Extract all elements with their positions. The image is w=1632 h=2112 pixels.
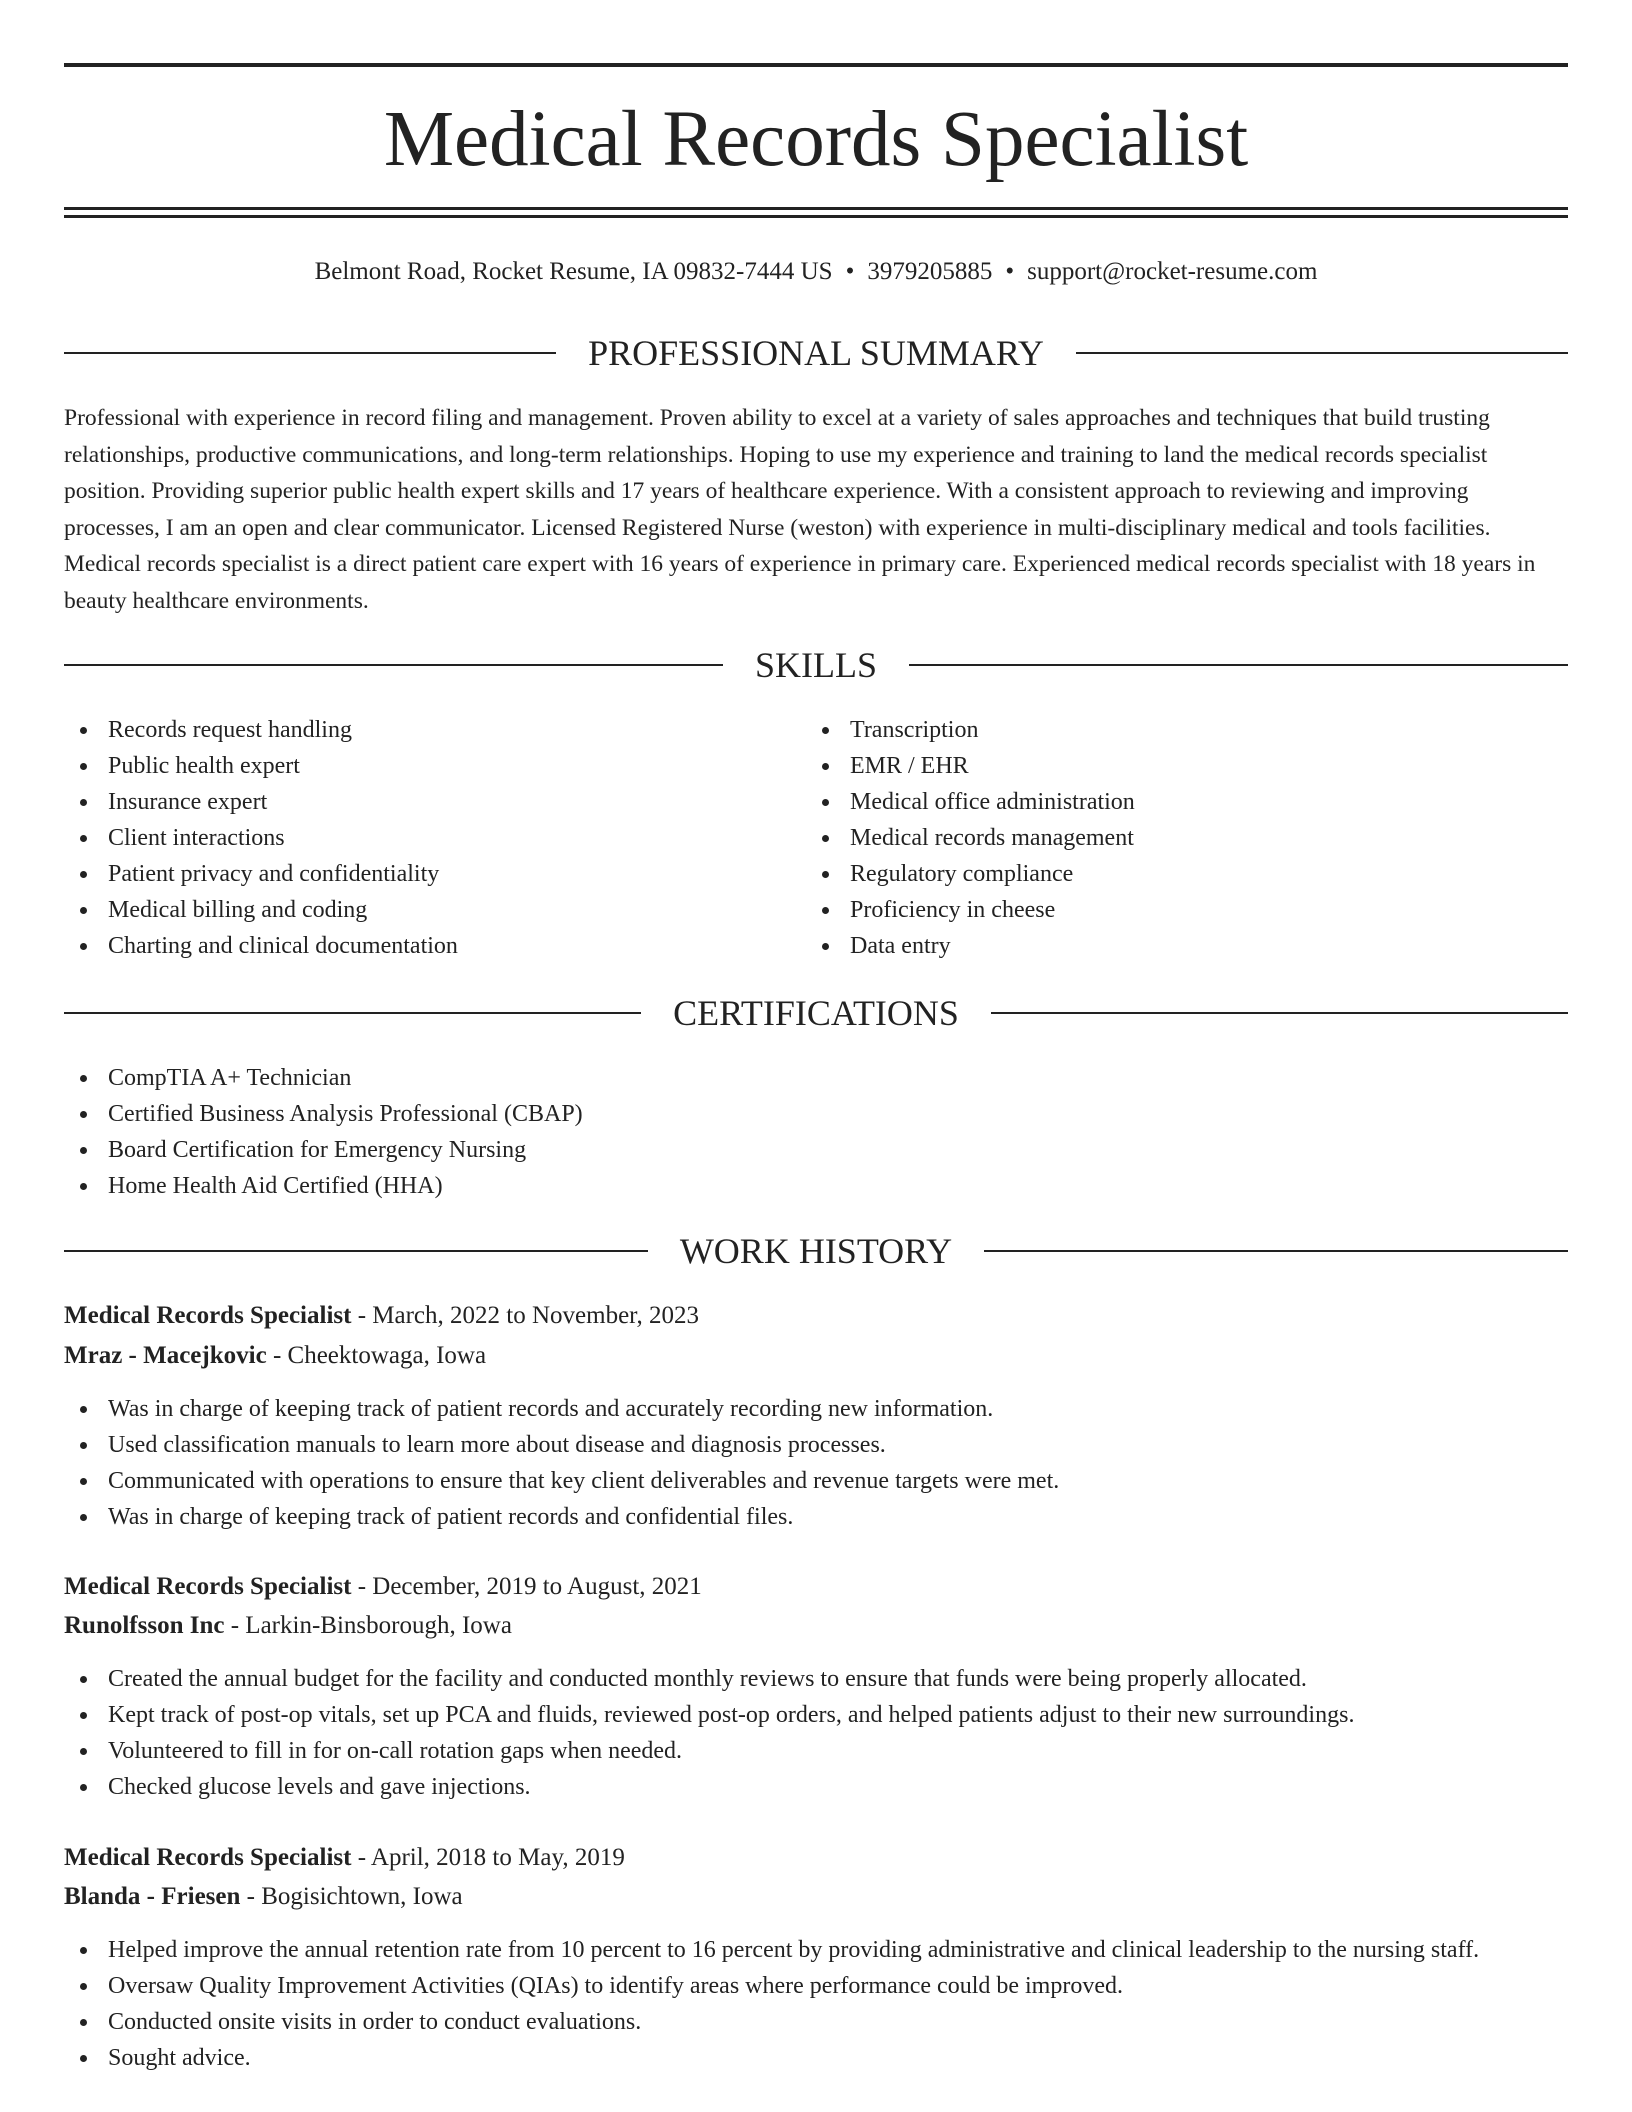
list-item: Conducted onsite visits in order to conduct evaluations.: [64, 2004, 1479, 2040]
list-item: Charting and clinical documentation: [64, 928, 458, 964]
contact-address: Belmont Road, Rocket Resume, IA 09832-7444 US: [314, 258, 833, 285]
job-title-line: [64, 1567, 1568, 1607]
certifications-list: [64, 1060, 583, 1204]
heading-rule: [991, 1012, 1568, 1014]
list-item: Kept track of post-op vitals, set up PCA and fluids, reviewed post-op orders, and helped patients adjust to their new surroundings.: [64, 1697, 1354, 1733]
title-rule-upper: [64, 207, 1568, 210]
heading-rule: [64, 1250, 648, 1252]
job-company: Mraz - Macejkovic: [64, 1342, 267, 1369]
job-title-line: [64, 1296, 1568, 1336]
job-company-line: [64, 1877, 1568, 1917]
contact-email: support@rocket-resume.com: [1027, 258, 1318, 285]
list-item: Home Health Aid Certified (HHA): [64, 1168, 583, 1204]
job-dates: - April, 2018 to May, 2019: [351, 1844, 625, 1871]
job-location: - Cheektowaga, Iowa: [266, 1342, 487, 1369]
list-item: Medical office administration: [806, 784, 1135, 820]
job-company-line: [64, 1606, 1568, 1646]
job-company: Runolfsson Inc: [64, 1612, 225, 1639]
heading-rule: [64, 352, 556, 354]
list-item: Was in charge of keeping track of patient records and accurately recording new information.: [64, 1391, 1059, 1427]
list-item: Certified Business Analysis Professional (CBAP): [64, 1096, 583, 1132]
job-location: - Bogisichtown, Iowa: [240, 1883, 463, 1910]
contact-phone: 3979205885: [867, 258, 993, 285]
summary-heading-label: PROFESSIONAL SUMMARY: [588, 333, 1044, 373]
job-bullets: [64, 1932, 1479, 2076]
list-item: Client interactions: [64, 820, 458, 856]
summary-text: Professional with experience in record filing and management. Proven ability to excel at a variety of sales approaches and techniques that build trusting relationships, productive communications, and long-term relationships. Hoping to use my experience and training to land the medical records specialist position. Providing superior public health expert skills and 17 years of healthcare experience. With a consistent approach to reviewing and improving processes, I am an open and clear communicator. Licensed Registered Nurse (weston) with experience in multi-disciplinary medical and tools facilities. Medical records specialist is a direct patient care expert with 16 years of experience in primary care. Experienced medical records specialist with 18 years in beauty healthcare environments.: [64, 405, 1536, 614]
work-heading-label: WORK HISTORY: [679, 1231, 953, 1271]
top-rule: [64, 63, 1568, 67]
list-item: CompTIA A+ Technician: [64, 1060, 583, 1096]
skills-list-right: [806, 712, 1135, 964]
contact-separator: •: [1005, 258, 1015, 285]
heading-rule: [909, 664, 1568, 666]
job-location: - Larkin-Binsborough, Iowa: [224, 1612, 512, 1639]
list-item: Volunteered to fill in for on-call rotation gaps when needed.: [64, 1733, 1354, 1769]
job-title-line: [64, 1838, 1568, 1878]
skills-heading-label: SKILLS: [755, 645, 878, 685]
list-item: Medical records management: [806, 820, 1135, 856]
list-item: Helped improve the annual retention rate from 10 percent to 16 percent by providing administrative and clinical leadership to the nursing staff.: [64, 1932, 1479, 1968]
list-item: Patient privacy and confidentiality: [64, 856, 458, 892]
list-item: Sought advice.: [64, 2040, 1479, 2076]
job-company: Blanda - Friesen: [64, 1883, 241, 1910]
job-role: Medical Records Specialist: [64, 1573, 352, 1600]
list-item: Checked glucose levels and gave injections.: [64, 1769, 1354, 1805]
list-item: Insurance expert: [64, 784, 458, 820]
list-item: Used classification manuals to learn more about disease and diagnosis processes.: [64, 1427, 1059, 1463]
list-item: EMR / EHR: [806, 748, 1135, 784]
list-item: Board Certification for Emergency Nursing: [64, 1132, 583, 1168]
list-item: Transcription: [806, 712, 1135, 748]
list-item: Data entry: [806, 928, 1135, 964]
skills-list-left: [64, 712, 458, 964]
skills-heading: [64, 643, 1568, 687]
heading-rule: [64, 664, 723, 666]
list-item: Records request handling: [64, 712, 458, 748]
work-heading: [64, 1229, 1568, 1273]
list-item: Was in charge of keeping track of patient records and confidential files.: [64, 1499, 1059, 1535]
list-item: Medical billing and coding: [64, 892, 458, 928]
list-item: Proficiency in cheese: [806, 892, 1135, 928]
list-item: Public health expert: [64, 748, 458, 784]
certifications-heading-label: CERTIFICATIONS: [673, 993, 959, 1033]
job-bullets: [64, 1661, 1354, 1805]
job-company-line: [64, 1336, 1568, 1376]
job-dates: - March, 2022 to November, 2023: [351, 1302, 699, 1329]
heading-rule: [64, 1012, 641, 1014]
job-role: Medical Records Specialist: [64, 1844, 352, 1871]
heading-rule: [984, 1250, 1568, 1252]
job-dates: - December, 2019 to August, 2021: [351, 1573, 702, 1600]
heading-rule: [1076, 352, 1568, 354]
list-item: Created the annual budget for the facility and conducted monthly reviews to ensure that funds were being properly allocated.: [64, 1661, 1354, 1697]
certifications-heading: [64, 991, 1568, 1035]
title-rule-lower: [64, 215, 1568, 218]
job-role: Medical Records Specialist: [64, 1302, 352, 1329]
summary-heading: [64, 331, 1568, 375]
contact-separator: •: [845, 258, 855, 285]
list-item: Oversaw Quality Improvement Activities (QIAs) to identify areas where performance could be improved.: [64, 1968, 1479, 2004]
resume-title: Medical Records Specialist: [383, 96, 1249, 183]
contact-line: [64, 254, 1568, 290]
list-item: Regulatory compliance: [806, 856, 1135, 892]
job-bullets: [64, 1391, 1059, 1535]
list-item: Communicated with operations to ensure that key client deliverables and revenue targets were met.: [64, 1463, 1059, 1499]
